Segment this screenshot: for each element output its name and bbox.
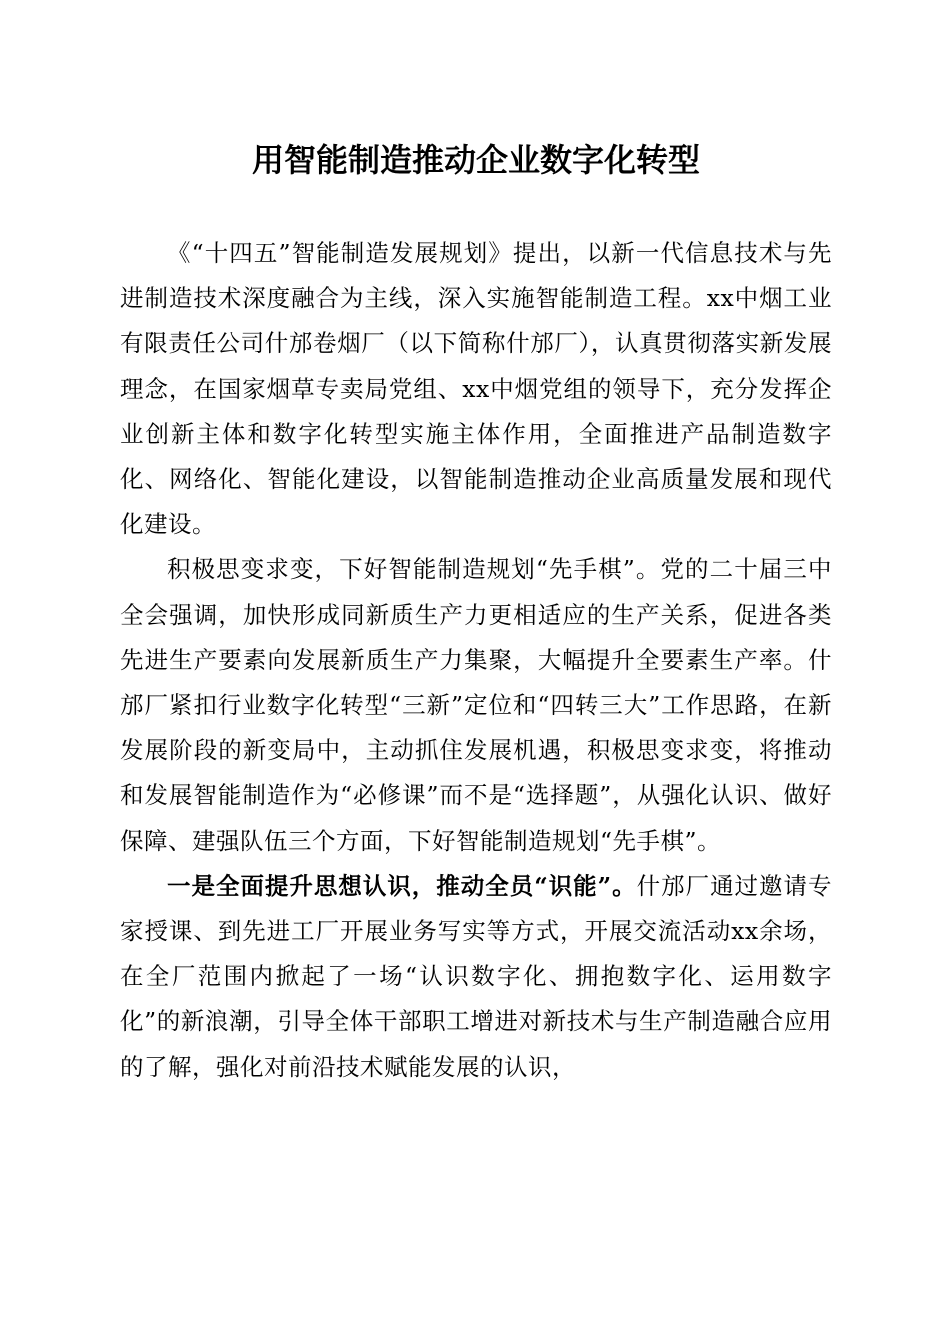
paragraph-intro xyxy=(120,231,832,547)
paragraph-awareness-text: 什邡厂通过邀请专家授课、到先进工厂开展业务写实等方式，开展交流活动xx余场，在全厂范围内掀起了一场“认识数字化、拥抱数字化、运用数字化”的新浪潮，引导全体干部职工增进对新技术与生产制造融合应用的了解，强化对前沿技术赋能发展的认识， xyxy=(120,871,832,1081)
document-title: 用智能制造推动企业数字化转型 xyxy=(251,141,700,179)
paragraph-planning-text: 积极思变求变，下好智能制造规划“先手棋”。党的二十届三中全会强调，加快形成同新质生产力更相适应的生产关系，促进各类先进生产要素向发展新质生产力集聚，大幅提升全要素生产率。什邡厂紧扣行业数字化转型“三新”定位和“四转三大”工作思路，在新发展阶段的新变局中，主动抓住发展机遇，积极思变求变，将推动和发展智能制造作为“必修课”而不是“选择题”，从强化认识、做好保障、建强队伍三个方面，下好智能制造规划“先手棋”。 xyxy=(120,555,832,855)
paragraph-planning xyxy=(120,547,832,863)
paragraph-intro-text: 《“十四五”智能制造发展规划》提出，以新一代信息技术与先进制造技术深度融合为主线，深入实施智能制造工程。xx中烟工业有限责任公司什邡卷烟厂（以下简称什邡厂），认真贯彻落实新发展理念，在国家烟草专卖局党组、xx中烟党组的领导下，充分发挥企业创新主体和数字化转型实施主体作用，全面推进产品制造数字化、网络化、智能化建设，以智能制造推动企业高质量发展和现代化建设。 xyxy=(120,239,832,539)
paragraph-awareness xyxy=(120,864,832,1090)
paragraph-awareness-lead: 一是全面提升思想认识，推动全员“识能”。 xyxy=(167,871,637,900)
document-body xyxy=(120,231,832,1090)
